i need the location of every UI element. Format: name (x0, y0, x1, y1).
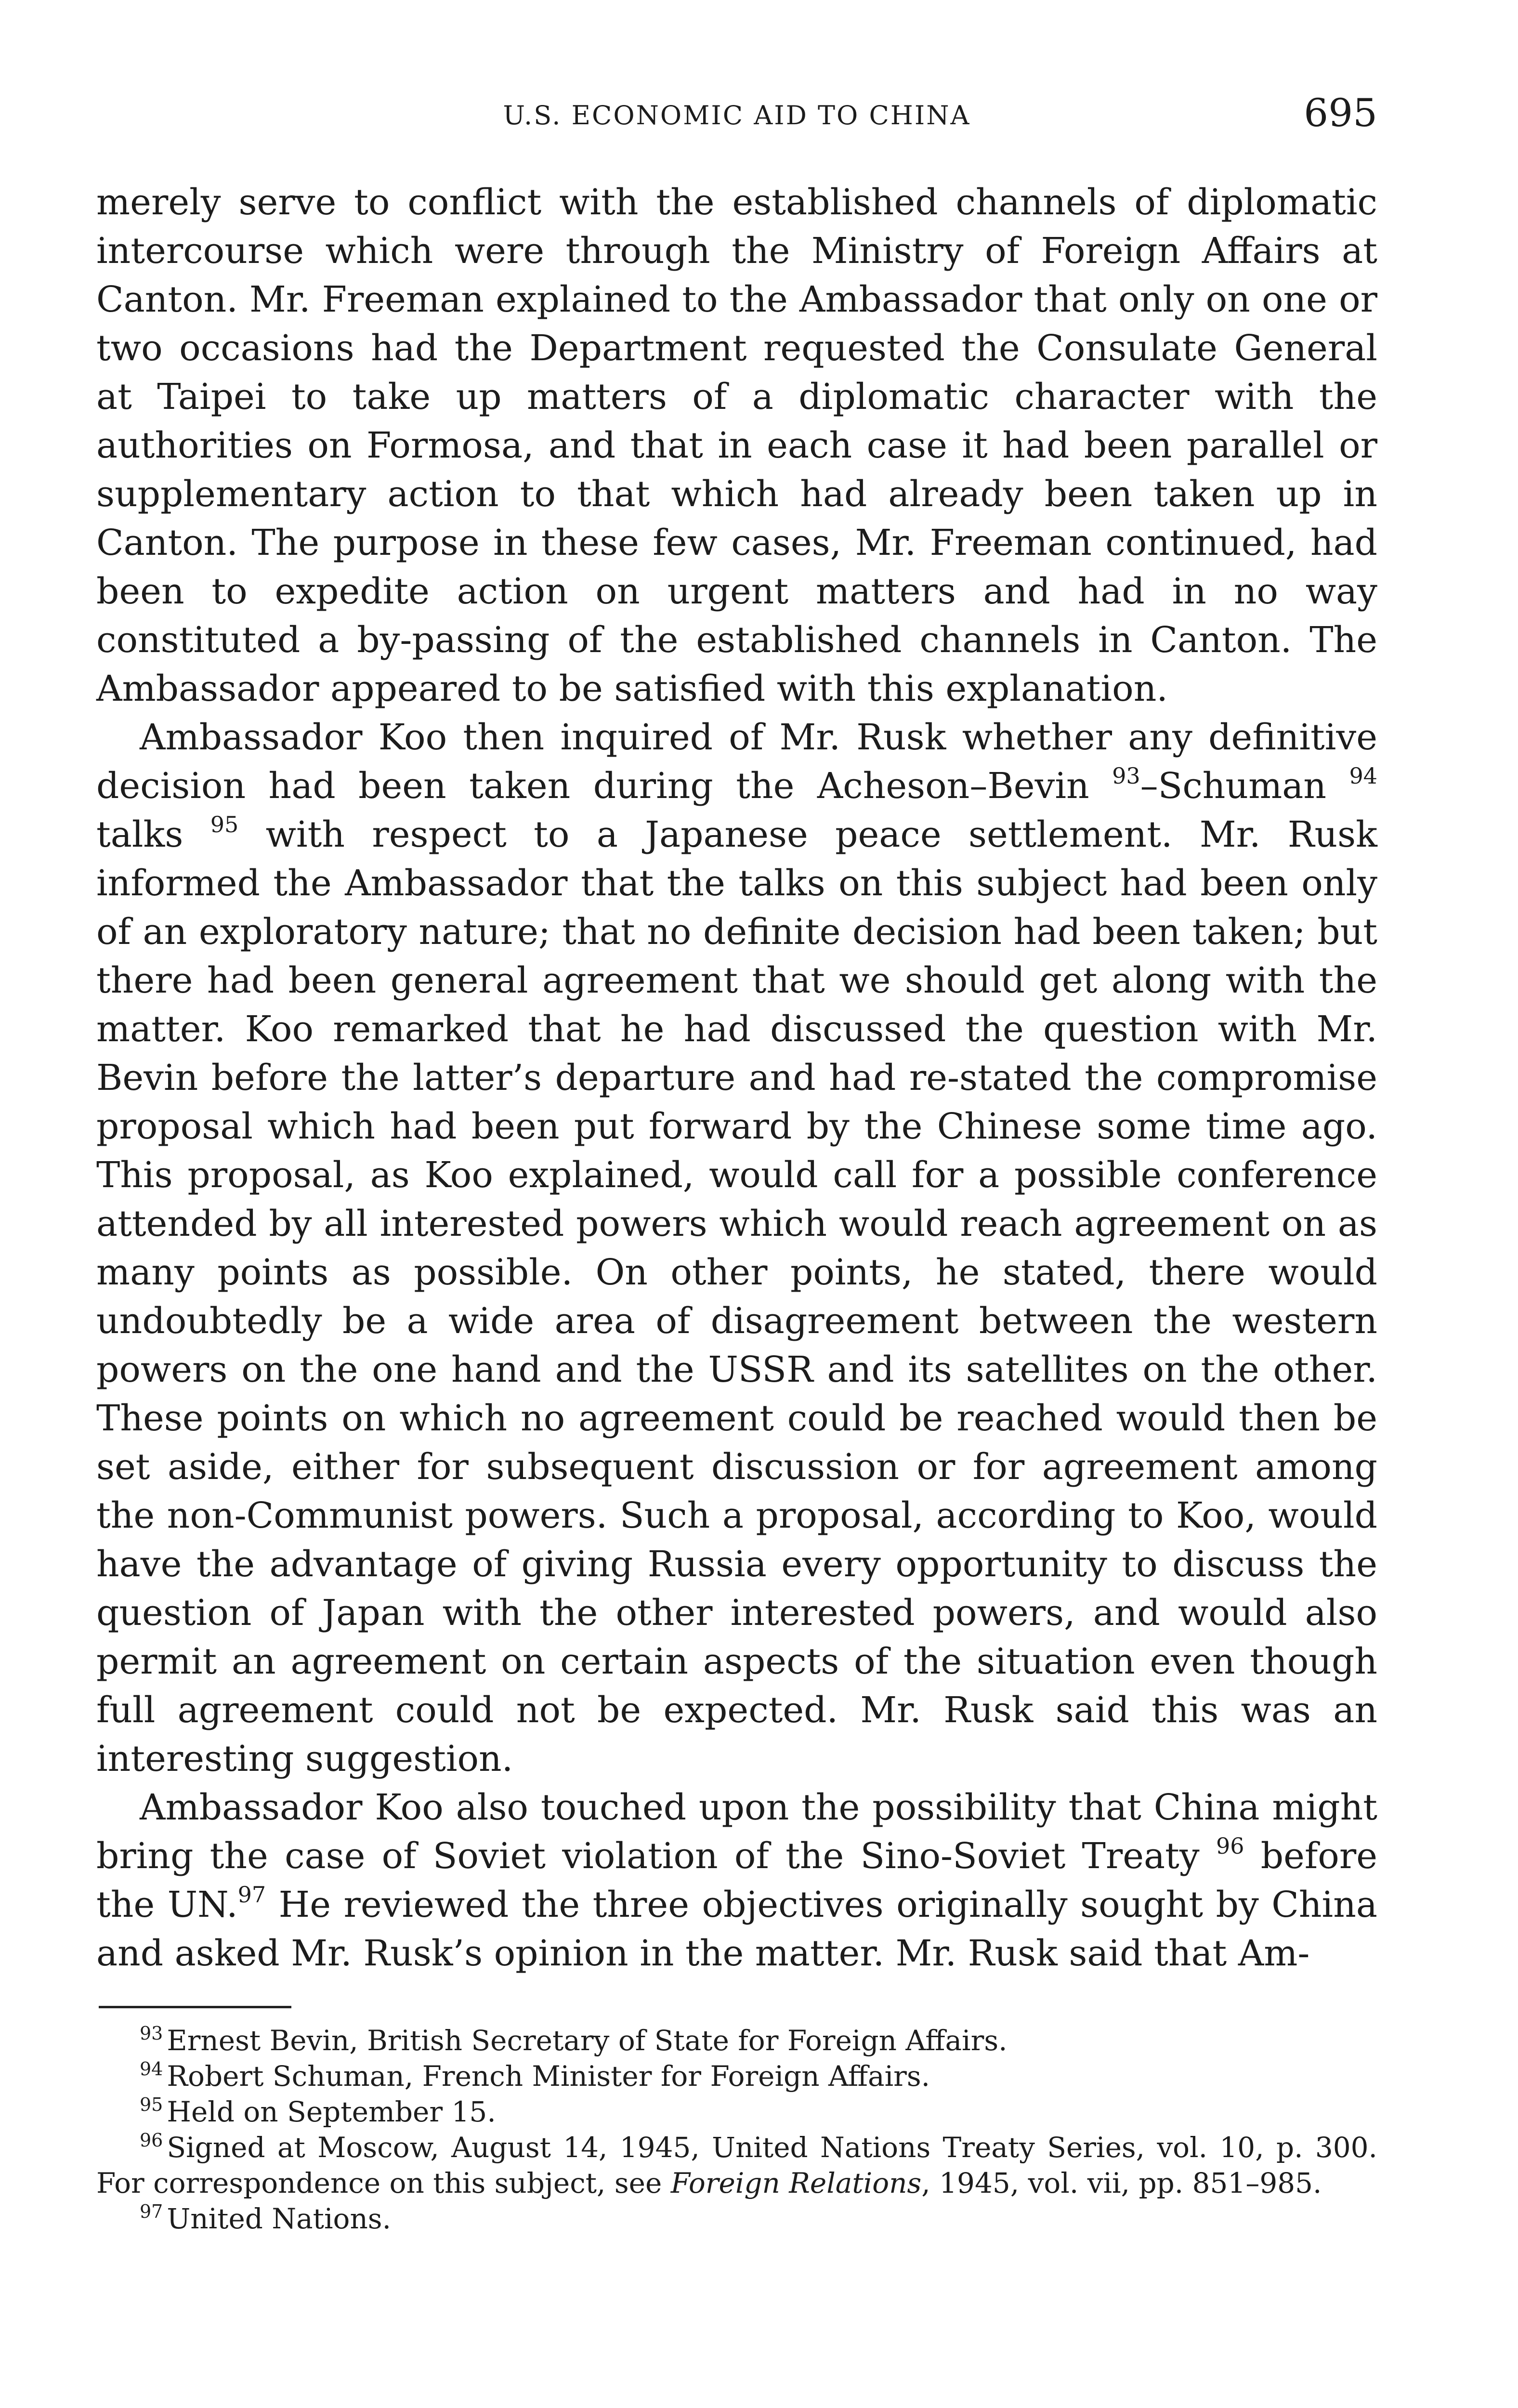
footnote-mark: 93 (140, 2023, 163, 2044)
footnote-ref-94: 94 (1349, 763, 1377, 789)
footnote-96 (96, 2130, 1377, 2201)
paragraph-3-text-b: before the UN. (96, 1835, 1378, 1925)
footnote-text: Ernest Bevin, British Secretary of State for Foreign Affairs. (167, 2024, 1008, 2057)
footnote-93 (96, 2023, 1377, 2058)
paragraph-1 (96, 178, 1377, 713)
paragraph-2 (96, 713, 1377, 1783)
page-number: 695 (1304, 91, 1377, 135)
paragraph-3-text-c: He reviewed the three objectives originally sought by China and asked Mr. Rusk’s opinion in the matter. Mr. Rusk said that Am- (96, 1884, 1377, 1974)
footnote-ref-96: 96 (1216, 1833, 1244, 1859)
footnote-97 (96, 2201, 1377, 2237)
footnote-mark: 97 (140, 2201, 163, 2222)
footnote-94 (96, 2058, 1377, 2094)
footnote-ref-95: 95 (210, 811, 239, 838)
paragraph-3 (96, 1783, 1377, 1978)
running-title: U.S. ECONOMIC AID TO CHINA (503, 100, 971, 131)
paragraph-1-text: merely serve to conflict with the established channels of diplomatic intercourse which were through the Ministry of Foreign Affairs at Canton. Mr. Freeman explained to the Ambassador that only on one or two occasions had the Department requested the Consulate General at Taipei to take up matters of a diplomatic character with the authorities on Formosa, and that in each case it had been parallel or supplementary action to that which had already been taken up in Canton. The purpose in these few cases, Mr. Freeman continued, had been to expedite action on urgent matters and had in no way constituted a by-passing of the established channels in Canton. The Ambassador appeared to be satisfied with this explanation. (96, 182, 1377, 709)
paragraph-2-text-b: –Schuman (1140, 765, 1327, 807)
footnote-rule (99, 2006, 291, 2008)
paragraph-2-text-a: Ambassador Koo then inquired of Mr. Rusk whether any definitive decision had been taken during the Acheson–Bevin (96, 717, 1377, 807)
footnote-text: Signed at Moscow, August 14, 1945, United Nations Treaty Series, vol. 10, p. 300. For correspondence on this subject, see (96, 2131, 1377, 2199)
paragraph-3-text-a: Ambassador Koo also touched upon the possibility that China might bring the case of Soviet violation of the Sino-Soviet Treaty (96, 1787, 1377, 1877)
footnote-text: , 1945, vol. vii, pp. 851–985. (921, 2167, 1322, 2199)
footnotes (96, 2023, 1377, 2237)
footnote-italic-title: Foreign Relations (670, 2167, 922, 2199)
paragraph-2-text-d: with respect to a Japanese peace settlement. Mr. Rusk informed the Ambassador that the talks on this subject had been only of an exploratory nature; that no definite decision had been taken; but there had been general agreement that we should get along with the matter. Koo remarked that he had discussed the question with Mr. Bevin before the latter’s departure and had re-stated the compromise proposal which had been put forward by the Chinese some time ago. This proposal, as Koo explained, would call for a possible conference attended by all interested powers which would reach agreement on as many points as possible. On other points, he stated, there would undoubtedly be a wide area of disagreement between the western powers on the one hand and the USSR and its satellites on the other. These points on which no agreement could be reached would then be set aside, either for subsequent discussion or for agreement among the non-Communist powers. Such a proposal, according to Koo, would have the advantage of giving Russia every opportunity to discuss the question of Japan with the other interested powers, and would also permit an agreement on certain aspects of the situation even though full agreement could not be expected. Mr. Rusk said this was an interesting suggestion. (96, 814, 1378, 1780)
footnote-mark: 95 (140, 2094, 163, 2115)
footnote-text: Robert Schuman, French Minister for Foreign Affairs. (167, 2060, 930, 2093)
footnote-ref-97: 97 (237, 1882, 266, 1908)
footnote-text: United Nations. (167, 2202, 392, 2235)
running-head (96, 92, 1377, 140)
footnote-95 (96, 2094, 1377, 2130)
footnote-mark: 94 (140, 2058, 163, 2080)
footnote-text: Held on September 15. (167, 2095, 496, 2128)
paragraph-2-text-c: talks (96, 814, 183, 855)
body-text (96, 178, 1377, 1978)
footnote-mark: 96 (140, 2130, 163, 2151)
footnote-ref-93: 93 (1112, 763, 1140, 789)
